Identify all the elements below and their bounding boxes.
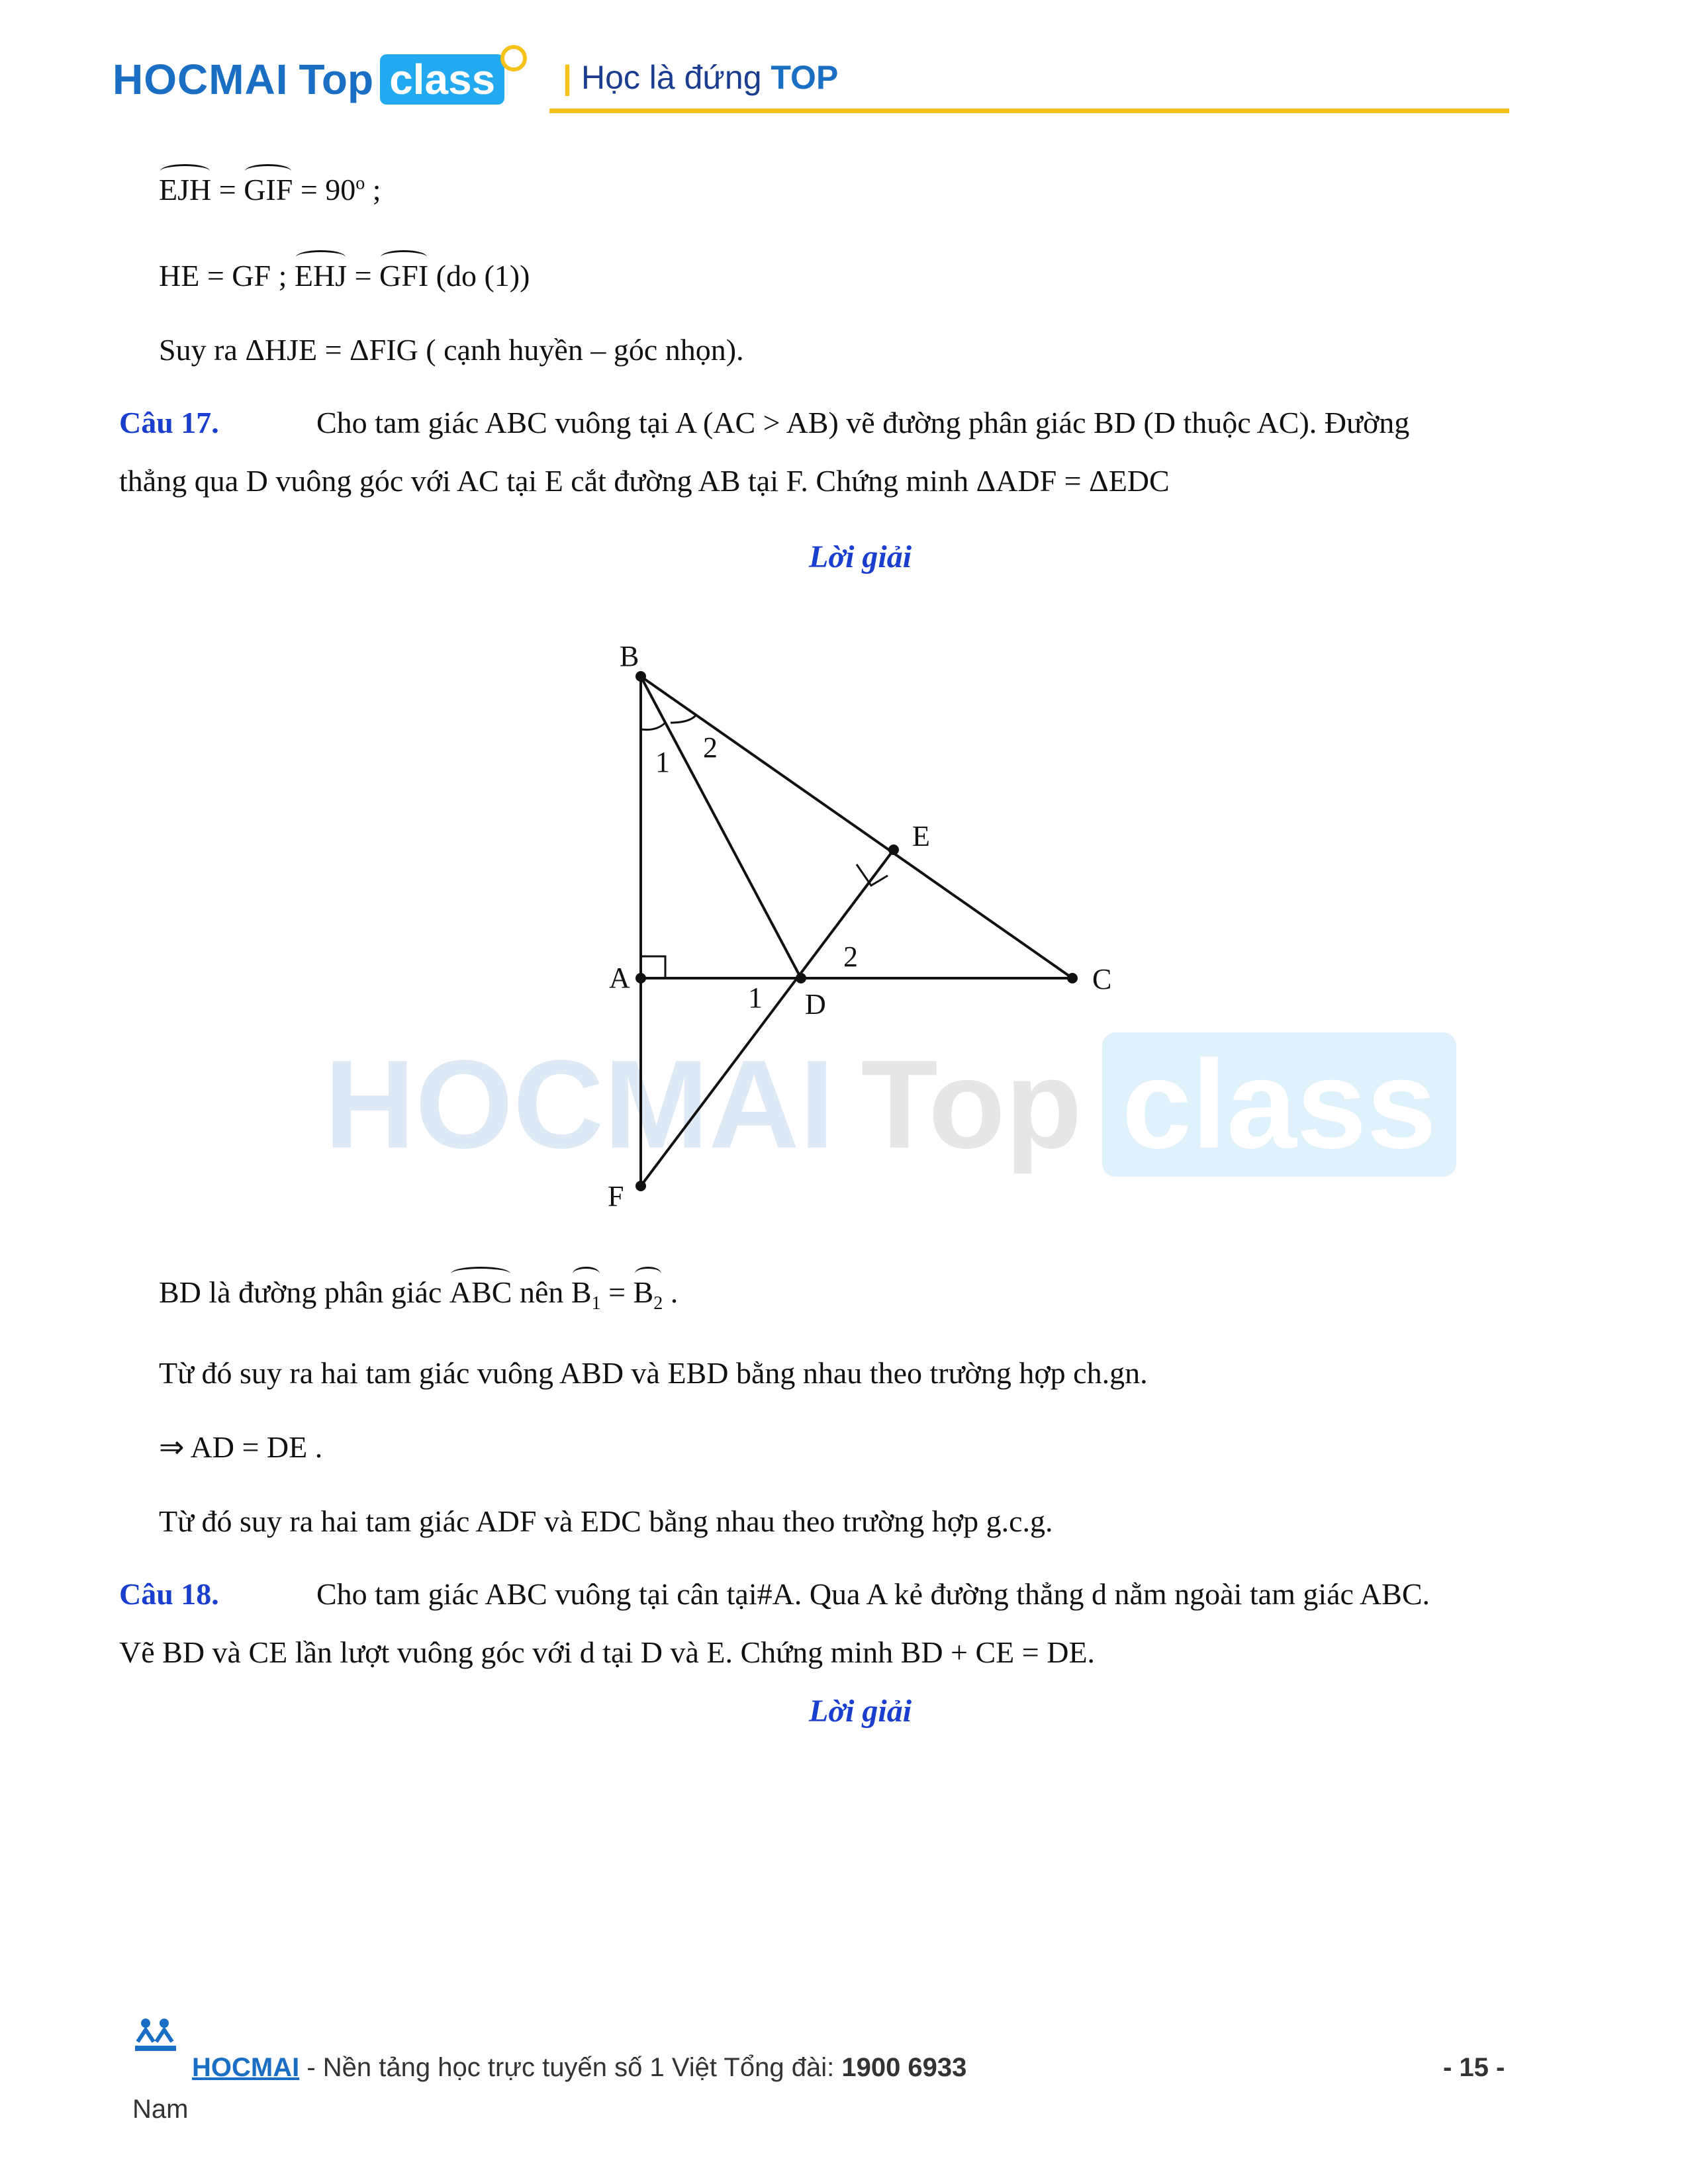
slogan-top: TOP [771,59,839,96]
footer-text: HOCMAI - Nền tảng học trực tuyến số 1 Việt Tổng đài: 1900 6933 [192,2053,967,2082]
label-a: A [609,962,630,994]
label-b: B [620,640,639,672]
angle-ejh: EJH [159,173,212,206]
footer-brand-link[interactable]: HOCMAI [192,2053,300,2082]
angle-label-b1: 1 [655,746,670,778]
footer-overflow-text: Nam [132,2095,189,2124]
angle-mark-b2 [671,715,696,723]
solution-line-4: Từ đó suy ra hai tam giác ADF và EDC bằng nhau theo trường hợp g.c.g. [159,1504,1053,1538]
point-d [796,973,806,983]
point-f [635,1181,646,1191]
point-a [635,973,646,983]
angle-label-b2: 2 [703,731,718,764]
watermark: HOCMAI Top class [324,1032,1456,1177]
angle-gif: GIF [244,173,293,206]
angle-label-d2: 2 [843,940,858,973]
question-18-label: Câu 18. [119,1577,219,1611]
label-d: D [805,988,826,1021]
conclusion-line: Suy ra ΔHJE = ΔFIG ( cạnh huyền – góc nhọn). [159,333,744,367]
equation-line-1: EJH = GIF = $90^o$ ; [159,173,381,206]
solution-heading: Lời giải [809,539,912,574]
segment-bc [641,676,1072,978]
label-c: C [1092,963,1112,995]
segment-bd [641,676,801,978]
angle-ehj: EHJ [294,259,348,293]
logo-top-text: Top [299,56,374,103]
angle-b2: $B_2$ [633,1275,663,1314]
solution-heading-2: Lời giải [809,1694,912,1729]
footer-phone: 1900 6933 [841,2053,967,2082]
question-18-line-1: Cho tam giác ABC vuông tại cân tại#A. Qua A kẻ đường thẳng d nằm ngoài tam giác ABC. [316,1577,1430,1611]
logo-class-badge: class [380,54,504,105]
question-18-line-2: Vẽ BD và CE lần lượt vuông góc với d tại D và E. Chứng minh BD + CE = DE. [119,1635,1096,1669]
point-b [635,671,646,682]
angle-gfi: GFI [379,259,429,293]
solution-line-1: BD là đường phân giác ABC nên $B_1 = B_2$ . [159,1275,679,1314]
label-e: E [912,820,930,852]
point-e [888,844,899,855]
question-17-line-1: Cho tam giác ABC vuông tại A (AC > AB) vẽ đường phân giác BD (D thuộc AC). Đường [316,406,1410,439]
slogan-divider: | [563,59,572,96]
angle-b1: $B_1$ [571,1275,601,1314]
label-f: F [608,1180,624,1212]
angle-abc: ABC [449,1275,512,1309]
slogan-prefix: Học là đứng [581,59,762,96]
logo-hocmai-text: HOCMAI [113,56,289,103]
point-c [1067,973,1078,983]
question-17-line-2: thẳng qua D vuông góc với AC tại E cắt đường AB tại F. Chứng minh ΔADF = ΔEDC [119,464,1170,498]
hocmai-footer-icon [132,2015,179,2055]
equation-line-2: HE = GF ; EHJ = GFI (do (1)) [159,259,530,293]
angle-label-d1: 1 [748,981,763,1014]
page-number: - 15 - [1443,2053,1505,2082]
question-17-label: Câu 17. [119,406,219,439]
angle-mark-b1 [641,723,665,730]
right-angle-e [857,864,888,886]
solution-line-2: Từ đó suy ra hai tam giác vuông ABD và EBD bằng nhau theo trường hợp ch.gn. [159,1356,1148,1390]
solution-line-3: ⇒ AD = DE . [159,1430,323,1464]
segment-fe [641,850,894,1186]
